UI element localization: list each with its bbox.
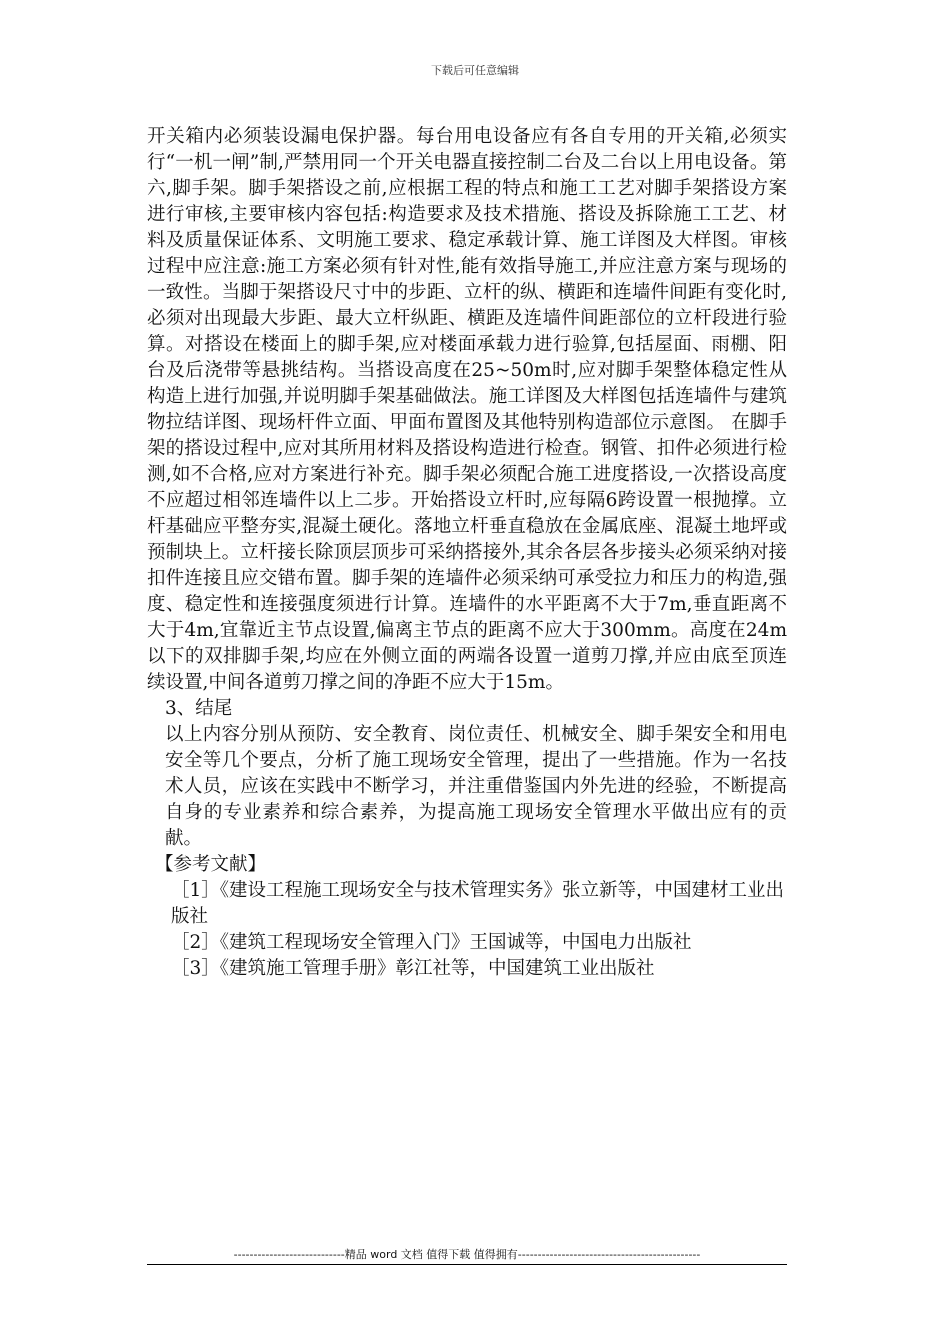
section-title-ending: 3、结尾 <box>165 698 233 719</box>
reference-item-2: ［2］《建筑工程现场安全管理入门》王国诚等，中国电力出版社 <box>171 932 692 953</box>
reference-item-3: ［3］《建筑施工管理手册》彰江社等，中国建筑工业出版社 <box>171 958 655 979</box>
references-title: 【参考文献】 <box>155 854 267 875</box>
reference-item-1: ［1］《建设工程施工现场安全与技术管理实务》张立新等，中国建材工业出版社 <box>171 880 785 927</box>
ending-paragraph: 以上内容分别从预防、安全教育、岗位责任、机械安全、脚手架安全和用电安全等几个要点，分析了施工现场安全管理，提出了一些措施。作为一名技术人员，应该在实践中不断学习，并注重借鉴国内外先进的经验，不断提高自身的专业素养和综合素养，为提高施工现场安全管理水平做出应有的贡献。 <box>165 724 787 849</box>
document-content <box>147 124 787 982</box>
page-footer: ----------------------------精品 word 文档 值得下载 值得拥有---------------------------------------------- <box>147 1246 787 1265</box>
body-paragraph: 开关箱内必须装设漏电保护器。每台用电设备应有各自专用的开关箱,必须实行“一机一闸”制,严禁用同一个开关电器直接控制二台及二台以上用电设备。第六,脚手架。脚手架搭设之前,应根据工程的特点和施工工艺对脚手架搭设方案进行审核,主要审核内容包括:构造要求及技术措施、搭设及拆除施工工艺、材料及质量保证体系、文明施工要求、稳定承载计算、施工详图及大样图。审核过程中应注意:施工方案必须有针对性,能有效指导施工,并应注意方案与现场的一致性。当脚于架搭设尺寸中的步距、立杆的纵、横距和连墙件间距有变化时,必须对出现最大步距、最大立杆纵距、横距及连墙件间距部位的立杆段进行验算。对搭设在楼面上的脚手架,应对楼面承载力进行验算,包括屋面、雨棚、阳台及后浇带等悬挑结构。当搭设高度在25~50m时,应对脚手架整体稳定性从构造上进行加强,并说明脚手架基础做法。施工详图及大样图包括连墙件与建筑物拉结详图、现场杆件立面、甲面布置图及其他特别构造部位示意图。 在脚手架的搭设过程中,应对其所用材料及搭设构造进行检查。钢管、扣件必须进行检测,如不合格,应对方案进行补充。脚手架必须配合施工进度搭设,一次搭设高度不应超过相邻连墙件以上二步。开始搭设立杆时,应每隔6跨设置一根抛撑。立杆基础应平整夯实,混凝土硬化。落地立杆垂直稳放在金属底座、混凝土地坪或预制块上。立杆接长除顶层顶步可采纳搭接外,其余各层各步接头必须采纳对接扣件连接且应交错布置。脚手架的连墙件必须采纳可承受拉力和压力的构造,强度、稳定性和连接强度须进行计算。连墙件的水平距离不大于7m,垂直距离不大于4m,宜靠近主节点设置,偏离主节点的距离不应大于300mm。高度在24m以下的双排脚手架,均应在外侧立面的两端各设置一道剪刀撑,并应由底至顶连续设置,中间各道剪刀撑之间的净距不应大于15m。 <box>147 126 787 693</box>
page-header: 下载后可任意编辑 <box>431 64 519 77</box>
